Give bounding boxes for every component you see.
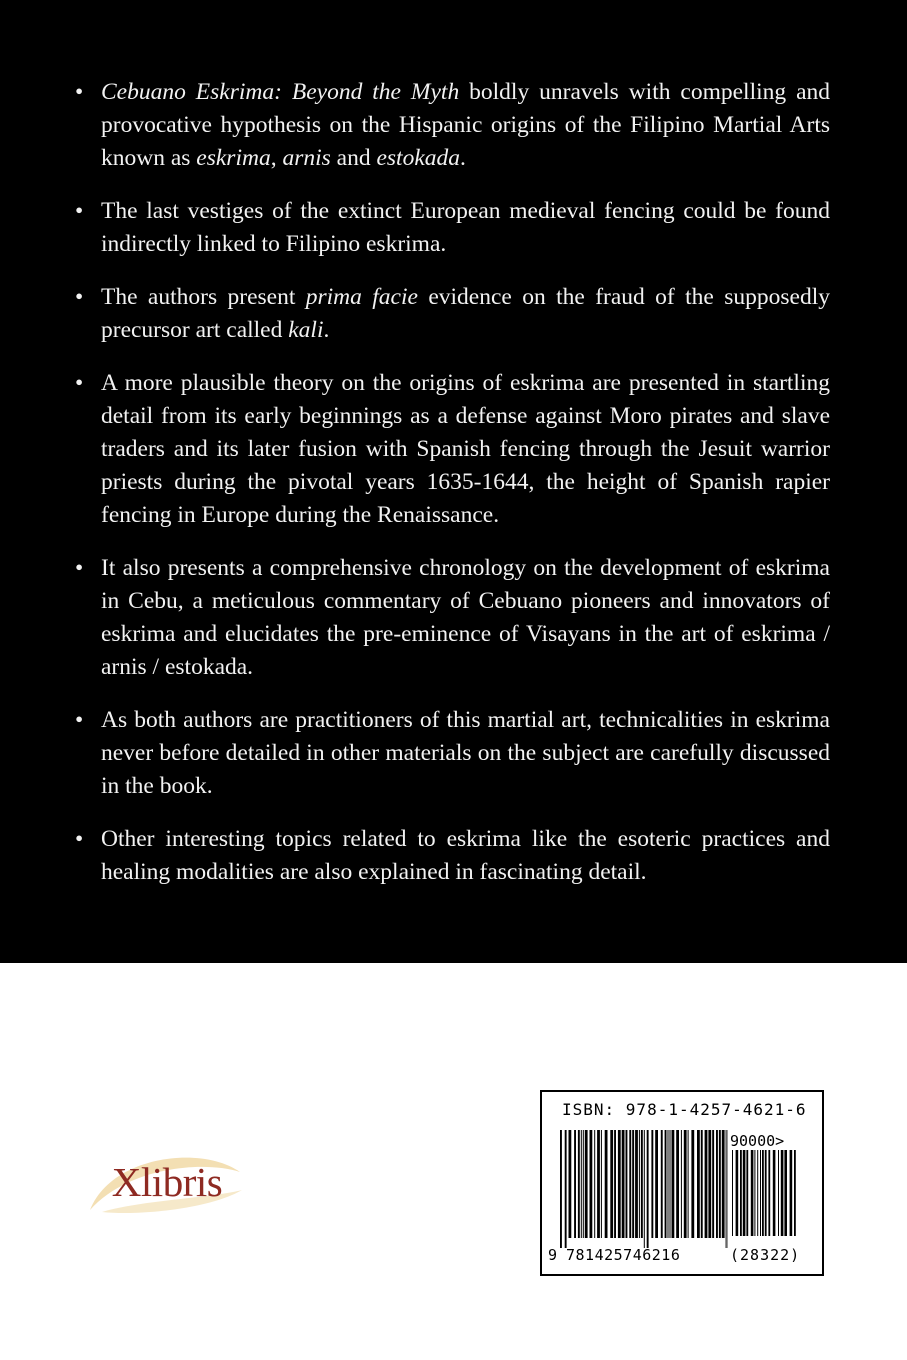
barcode-bar [641, 1130, 643, 1238]
barcode-bar [590, 1130, 593, 1238]
barcode-bar [574, 1130, 576, 1238]
ean-barcode-bars [560, 1130, 728, 1248]
barcode-bar [701, 1130, 703, 1238]
bullet-text: and [330, 145, 377, 171]
xlibris-logo [82, 1150, 244, 1216]
barcode-bar [768, 1150, 770, 1236]
barcode-bar [676, 1130, 679, 1238]
barcode-bar [647, 1130, 649, 1248]
barcode-bar [732, 1150, 733, 1236]
barcode-bar [610, 1130, 613, 1238]
barcode-bar [569, 1130, 572, 1238]
bullet-text: It also presents a comprehensive chronology on the development of eskrima in Cebu, a meticulous commentary of Cebuano pioneers and innovators of eskrima and elucidates the pre-eminence of Visayans in the art of eskrima / arnis / estokada. [101, 555, 830, 680]
barcode-bar [635, 1130, 638, 1238]
barcode-bar [778, 1150, 779, 1236]
barcode-bar [705, 1130, 708, 1238]
barcode-bar [661, 1130, 663, 1238]
barcode-bar [622, 1130, 625, 1238]
barcode-bar [632, 1130, 634, 1238]
barcode-bar [773, 1150, 776, 1236]
barcode-bar [629, 1130, 631, 1238]
description-bullet [75, 76, 830, 175]
bullet-text: . [460, 145, 466, 171]
barcode-bar [626, 1130, 628, 1238]
isbn-label: ISBN: 978-1-4257-4621-6 [562, 1100, 807, 1119]
bullet-text: As both authors are practitioners of this martial art, technicalities in eskrima never before detailed in other materials on the subject are carefully discussed in the book. [101, 707, 830, 799]
description-bullet [75, 552, 830, 684]
barcode-bar [760, 1150, 761, 1236]
barcode-bar [670, 1130, 671, 1238]
italic-text: arnis [282, 145, 331, 171]
italic-text: kali [288, 317, 324, 343]
barcode-bar [743, 1150, 746, 1236]
description-bullet [75, 281, 830, 347]
logo-wordmark: Xlibris [111, 1159, 223, 1205]
bullet-text: The last vestiges of the extinct European medieval fencing could be found indirectly linked to Filipino eskrima. [101, 198, 830, 257]
barcode-bar [655, 1130, 658, 1238]
description-bullet [75, 823, 830, 889]
barcode-bar [585, 1130, 588, 1238]
description-bullet [75, 367, 830, 532]
barcode-bar [751, 1150, 754, 1236]
barcode-bar [688, 1130, 689, 1238]
barcode-bar [697, 1130, 700, 1238]
barcode-bar [765, 1150, 767, 1236]
barcode-bar [618, 1130, 621, 1238]
description-bullet-list [75, 76, 830, 909]
bullet-text: evidence on the fraud of the supposedly precursor art called [101, 284, 830, 343]
barcode-bar [719, 1130, 721, 1238]
barcode-bar [672, 1130, 675, 1238]
bullet-text: . [323, 317, 330, 343]
barcode-bar [583, 1130, 584, 1238]
barcode-bar [665, 1130, 667, 1238]
barcode-bar [754, 1150, 755, 1236]
italic-text: estokada [376, 145, 461, 171]
barcode-bar [681, 1130, 682, 1238]
barcode-bar [781, 1150, 784, 1236]
italic-text: prima facie [305, 284, 418, 310]
bullet-text: boldly unravels with compelling and provocative hypothesis on the Hispanic origins of the Filipino Martial Arts known as [101, 79, 831, 171]
barcode-bar [790, 1150, 793, 1236]
barcode-bar [597, 1130, 600, 1238]
isbn-barcode [540, 1090, 824, 1276]
barcode-bar [722, 1130, 725, 1238]
italic-text: Cebuano Eskrima: Beyond the Myth [101, 79, 460, 105]
barcode-bar [712, 1130, 714, 1238]
barcode-bar [740, 1150, 742, 1236]
bullet-text: , [270, 145, 283, 171]
barcode-bar [708, 1130, 711, 1238]
barcode-bar [784, 1150, 787, 1236]
barcode-bar [691, 1130, 694, 1238]
barcode-bar [746, 1150, 748, 1236]
barcode-bar [757, 1150, 758, 1236]
barcode-bar [794, 1150, 796, 1236]
barcode-bar [644, 1130, 645, 1248]
bullet-text: Other interesting topics related to eskrima like the esoteric practices and healing modalities are also explained in fascinating detail. [101, 826, 830, 885]
bullet-text: A more plausible theory on the origins of eskrima are presented in startling detail from its early beginnings as a defense against Moro pirates and slave traders and its later fusion with Spanish fencing through the Jesuit warrior priests during the pivotal years 1635-1644, the height of Spanish rapier fencing in Europe during the Renaissance. [101, 370, 830, 528]
barcode-bar [762, 1150, 764, 1236]
barcode-bar [594, 1130, 595, 1238]
barcode-bar [736, 1150, 739, 1236]
ean-first-digit: 9 [548, 1246, 558, 1264]
barcode-bar [726, 1130, 727, 1248]
price-code: 90000> [730, 1132, 785, 1150]
bullet-text: The authors present [101, 284, 306, 310]
barcode-bar [581, 1130, 582, 1238]
barcode-bar [639, 1130, 640, 1238]
ean-digits: 781425746216 [566, 1246, 681, 1264]
barcode-bar [668, 1130, 669, 1238]
barcode-bar [601, 1130, 602, 1238]
barcode-bar [605, 1130, 608, 1238]
barcode-bar [614, 1130, 616, 1238]
description-bullet [75, 704, 830, 803]
barcode-bar [684, 1130, 687, 1238]
barcode-bar [565, 1130, 567, 1248]
addon-barcode-bars [732, 1150, 810, 1246]
description-bullet [75, 195, 830, 261]
addon-code: (28322) [730, 1246, 801, 1264]
italic-text: eskrima [196, 145, 271, 171]
barcode-bar [578, 1130, 580, 1238]
barcode-bar [716, 1130, 718, 1238]
barcode-bar [560, 1130, 562, 1248]
barcode-bar [651, 1130, 653, 1238]
